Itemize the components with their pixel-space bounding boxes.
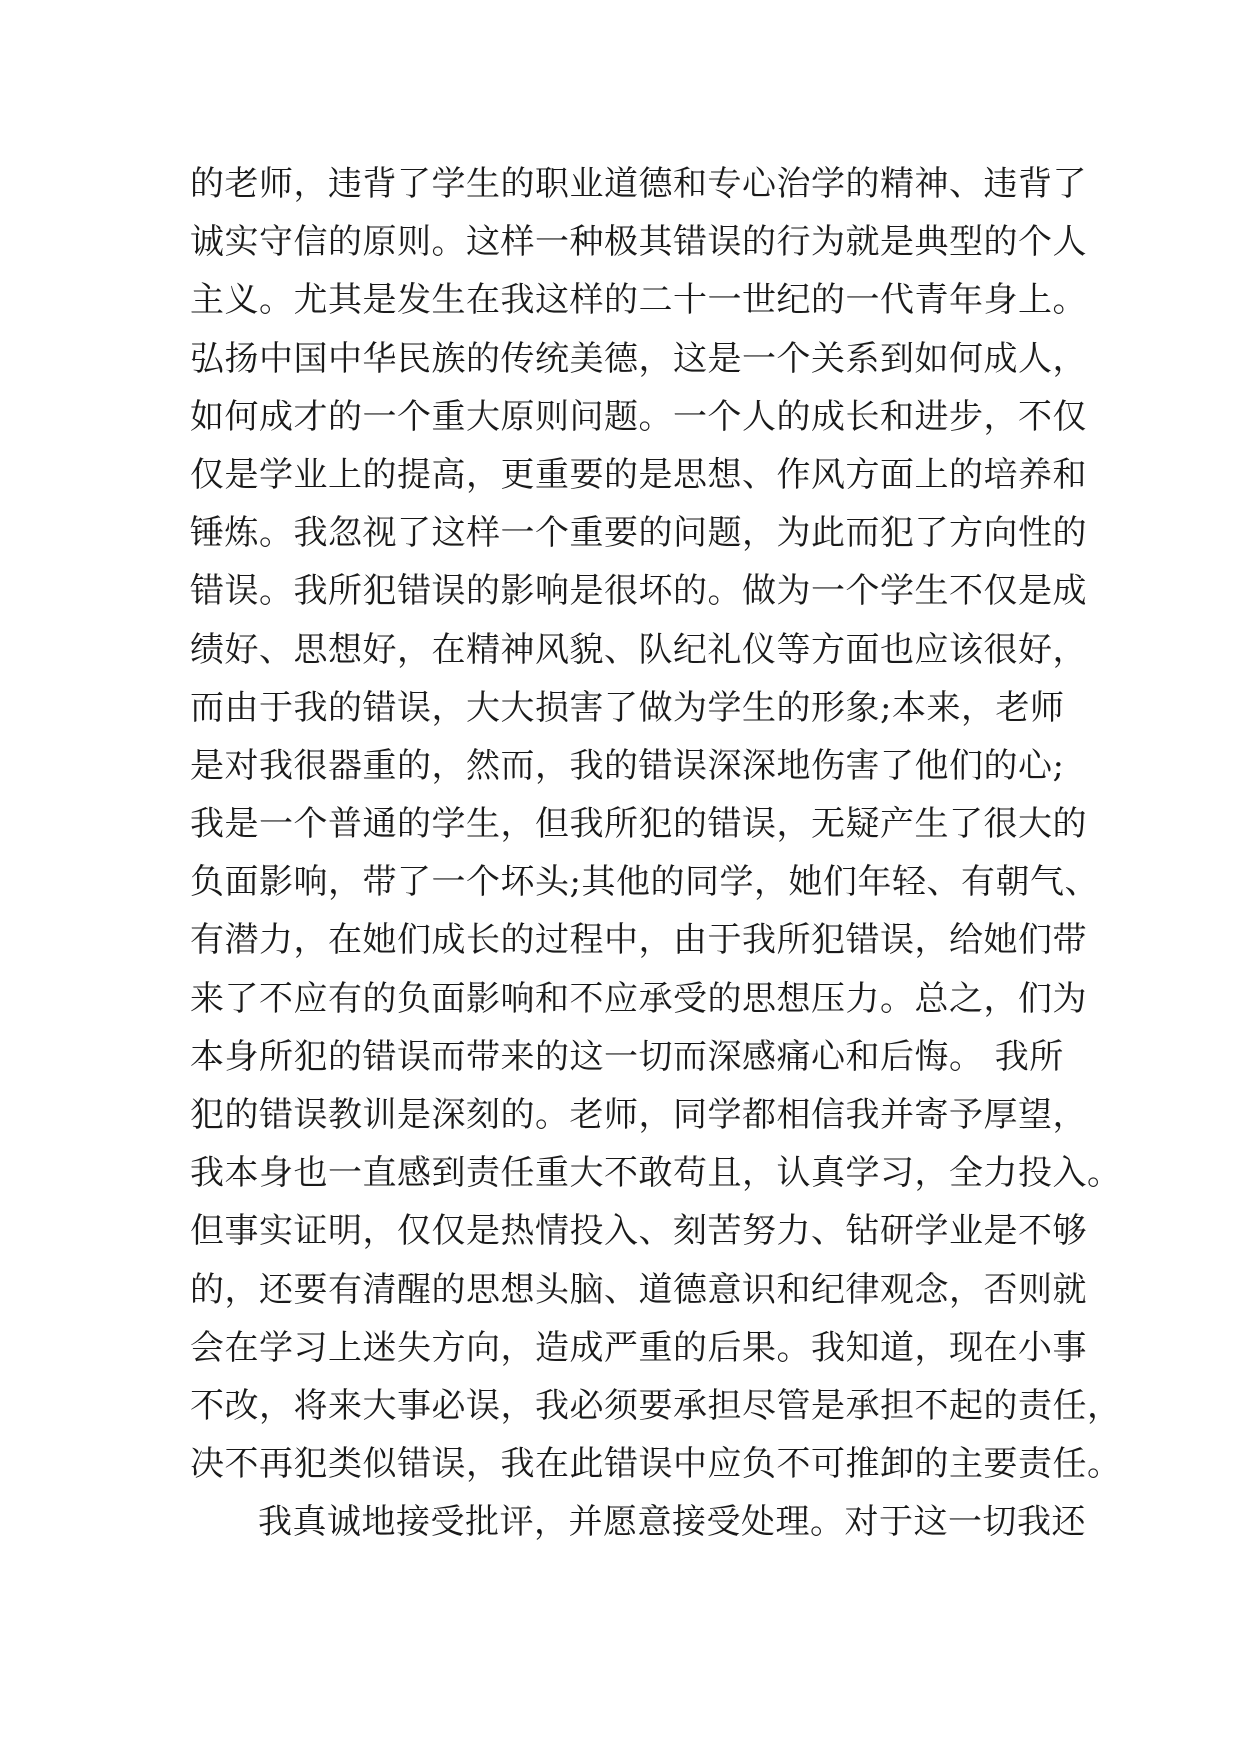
text-line: 诚实守信的原则。这样一种极其错误的行为就是典型的个人 bbox=[190, 222, 1087, 263]
text-line: 负面影响，带了一个坏头;其他的同学，她们年轻、有朝气、 bbox=[190, 862, 1099, 903]
text-line: 本身所犯的错误而带来的这一切而深感痛心和后悔。 我所 bbox=[190, 1036, 1064, 1077]
text-line: 是对我很器重的，然而，我的错误深深地伤害了他们的心; bbox=[190, 745, 1065, 786]
text-line: 的老师，违背了学生的职业道德和专心治学的精神、违背了 bbox=[190, 164, 1087, 204]
text-line: 但事实证明，仅仅是热情投入、刻苦努力、钻研学业是不够 bbox=[190, 1211, 1087, 1252]
text-line: 仅是学业上的提高，更重要的是思想、作风方面上的培养和 bbox=[190, 454, 1087, 495]
text-line: 决不再犯类似错误，我在此错误中应负不可推卸的主要责任。 bbox=[190, 1444, 1122, 1485]
text-line: 来了不应有的负面影响和不应承受的思想压力。总之，们为 bbox=[190, 978, 1087, 1019]
text-line: 主义。尤其是发生在我这样的二十一世纪的一代青年身上。 bbox=[190, 280, 1087, 321]
text-line: 的，还要有清醒的思想头脑、道德意识和纪律观念，否则就 bbox=[190, 1269, 1087, 1310]
text-line: 绩好、思想好，在精神风貌、队纪礼仪等方面也应该很好， bbox=[190, 629, 1087, 670]
text-line: 有潜力，在她们成长的过程中，由于我所犯错误，给她们带 bbox=[190, 920, 1087, 961]
text-line: 弘扬中国中华民族的传统美德，这是一个关系到如何成人， bbox=[190, 338, 1087, 379]
text-line: 错误。我所犯错误的影响是很坏的。做为一个学生不仅是成 bbox=[190, 571, 1087, 612]
body-text bbox=[190, 155, 1122, 1552]
text-line: 我是一个普通的学生，但我所犯的错误，无疑产生了很大的 bbox=[190, 804, 1087, 845]
text-line: 而由于我的错误，大大损害了做为学生的形象;本来，老师 bbox=[190, 687, 1065, 728]
text-line: 锤炼。我忽视了这样一个重要的问题，为此而犯了方向性的 bbox=[190, 513, 1087, 554]
text-line: 会在学习上迷失方向，造成严重的后果。我知道，现在小事 bbox=[190, 1327, 1087, 1368]
paragraph-start-line: 我真诚地接受批评，并愿意接受处理。对于这一切我还 bbox=[258, 1502, 1086, 1543]
text-line: 我本身也一直感到责任重大不敢苟且，认真学习，全力投入。 bbox=[190, 1153, 1122, 1194]
text-line: 如何成才的一个重大原则问题。一个人的成长和进步，不仅 bbox=[190, 396, 1087, 437]
text-line: 不改，将来大事必误，我必须要承担尽管是承担不起的责任， bbox=[190, 1385, 1122, 1426]
text-line: 犯的错误教训是深刻的。老师，同学都相信我并寄予厚望， bbox=[190, 1095, 1087, 1135]
